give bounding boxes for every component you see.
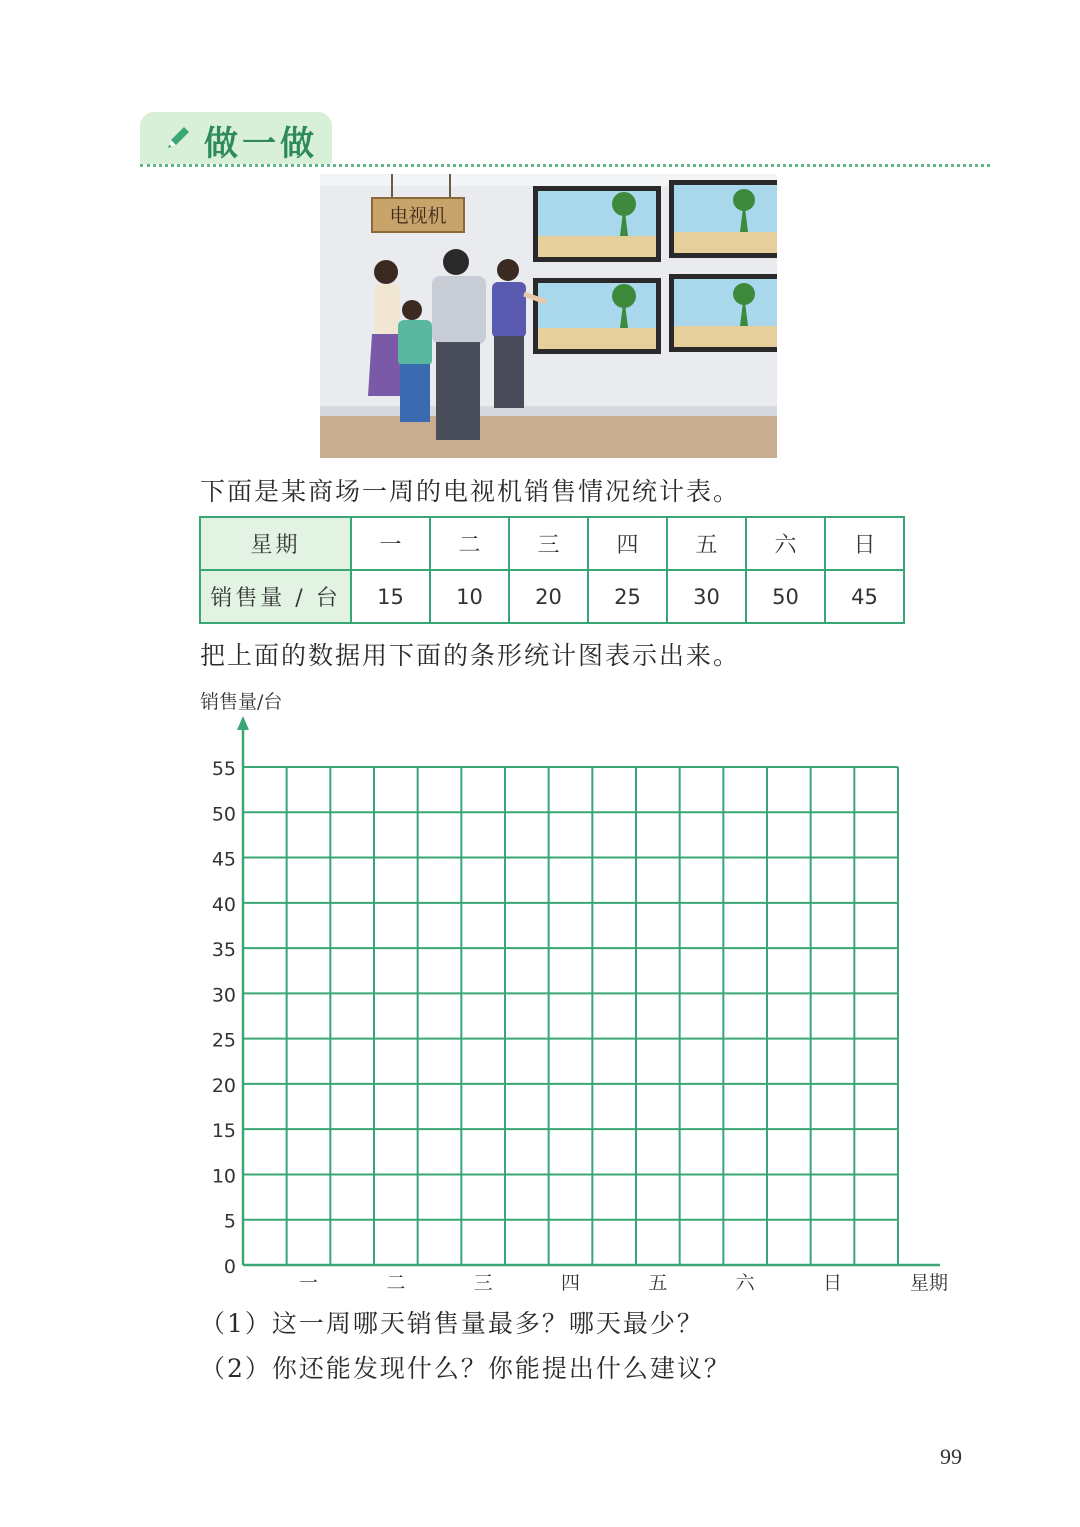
value-cell: 10	[430, 570, 509, 623]
x-tick-label: 一	[298, 1272, 319, 1294]
sign-label: 电视机	[389, 205, 447, 227]
y-tick-label: 55	[211, 758, 236, 780]
y-axis-arrow	[237, 716, 249, 730]
x-tick-label: 五	[648, 1272, 668, 1294]
y-tick-label: 20	[211, 1074, 236, 1097]
x-tick-label: 四	[560, 1272, 581, 1294]
y-tick-label: 15	[211, 1120, 236, 1143]
instruction-text: 把上面的数据用下面的条形统计图表示出来。	[200, 641, 741, 670]
x-tick-label: 六	[735, 1272, 755, 1294]
sales-table	[199, 516, 905, 624]
x-tick-label: 三	[473, 1272, 493, 1294]
value-cell: 45	[825, 570, 904, 623]
y-tick-label: 25	[211, 1029, 236, 1052]
y-tick-label: 30	[211, 984, 236, 1007]
pencil-icon	[162, 122, 194, 154]
bar-chart	[190, 680, 970, 1300]
day-cell: 五	[667, 517, 746, 570]
x-tick-label: 二	[386, 1272, 406, 1294]
day-cell: 四	[588, 517, 667, 570]
table-header-row	[200, 517, 904, 570]
y-tick-label: 40	[211, 893, 236, 916]
table-header-label: 星期	[200, 517, 351, 570]
table-value-row	[200, 570, 904, 623]
day-cell: 一	[351, 517, 430, 570]
y-tick-label: 0	[223, 1256, 236, 1278]
day-cell: 六	[746, 517, 825, 570]
y-axis-title: 销售量/台	[200, 691, 283, 713]
day-cell: 二	[430, 517, 509, 570]
x-tick-label: 日	[822, 1272, 843, 1294]
value-cell: 15	[351, 570, 430, 623]
section-title: 做一做	[204, 124, 318, 164]
tv-store-illustration	[320, 174, 777, 458]
y-tick-label: 5	[223, 1210, 236, 1233]
question-1: （1）这一周哪天销售量最多？哪天最少？	[200, 1309, 704, 1338]
y-tick-label: 10	[211, 1165, 236, 1188]
table-row-label: 销售量 / 台	[200, 570, 351, 623]
page-number: 99	[940, 1444, 962, 1469]
y-tick-label: 45	[211, 848, 236, 871]
day-cell: 三	[509, 517, 588, 570]
section-tag	[140, 112, 332, 164]
y-tick-label: 50	[211, 803, 236, 826]
value-cell: 30	[667, 570, 746, 623]
value-cell: 25	[588, 570, 667, 623]
x-axis-title: 星期	[910, 1272, 949, 1294]
question-2: （2）你还能发现什么？你能提出什么建议？	[200, 1354, 731, 1383]
value-cell: 50	[746, 570, 825, 623]
value-cell: 20	[509, 570, 588, 623]
section-divider	[140, 164, 990, 167]
day-cell: 日	[825, 517, 904, 570]
intro-text: 下面是某商场一周的电视机销售情况统计表。	[200, 477, 741, 506]
y-tick-label: 35	[211, 939, 236, 962]
